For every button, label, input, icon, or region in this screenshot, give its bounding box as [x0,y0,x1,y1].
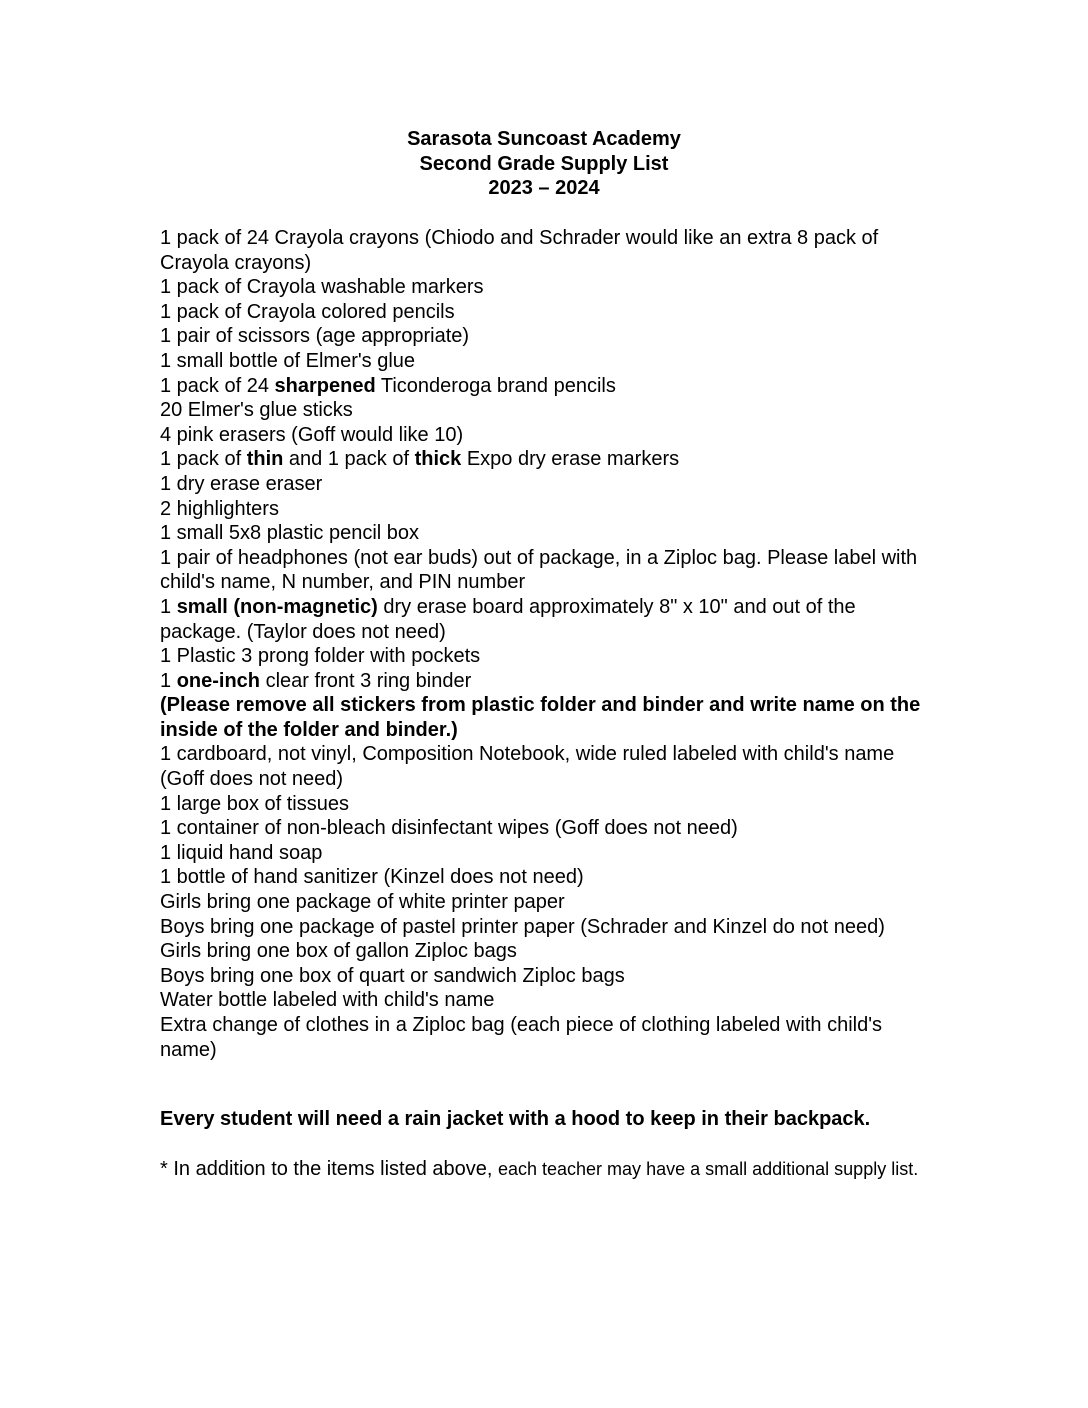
footnote-rest: each teacher may have a small additional supply list. [497,1159,919,1179]
item-emphasis: sharpened [274,374,376,397]
list-item: 1 small bottle of Elmer's glue [160,349,416,372]
list-item: 1 large box of tissues [160,792,349,815]
list-item: 1 pack of 24 Crayola crayons (Chiodo and Schrader would like an extra 8 pack of Crayola crayons) [160,227,879,274]
item-text: Expo dry erase markers [461,448,680,471]
sticker-instruction: (Please remove all stickers from plastic folder and binder and write name on the inside of the folder and binder.) [160,694,921,741]
item-emphasis: one-inch [176,669,261,692]
list-item: Extra change of clothes in a Ziploc bag (each piece of clothing labeled with child's name) [160,1014,883,1061]
footnote-lead: * In addition to the items listed above, [160,1158,498,1180]
list-item: 1 pair of scissors (age appropriate) [160,325,470,348]
list-item: 20 Elmer's glue sticks [160,399,353,422]
list-item: 1 small 5x8 plastic pencil box [160,522,420,545]
list-item: 1 pair of headphones (not ear buds) out of package, in a Ziploc bag. Please label with child's name, N number, and PIN number [160,546,918,594]
list-item: 1 cardboard, not vinyl, Composition Notebook, wide ruled labeled with child's name (Goff does not need) [160,743,895,791]
list-item: Girls bring one package of white printer paper [160,891,565,914]
list-item: Boys bring one box of quart or sandwich Ziploc bags [160,964,625,987]
list-item: 1 liquid hand soap [160,841,323,864]
list-item: 1 bottle of hand sanitizer (Kinzel does not need) [160,866,584,889]
item-text: clear front 3 ring binder [260,669,472,692]
item-emphasis: small (non-magnetic) [176,595,378,618]
list-item: 1 pack of Crayola washable markers [160,276,484,299]
list-item: 1 dry erase eraser [160,472,323,495]
item-text: 1 [160,669,177,692]
item-emphasis: thick [414,448,462,471]
document-header [0,127,1088,201]
list-item: Water bottle labeled with child's name [160,989,495,1012]
item-text: 1 pack of [160,448,247,471]
item-text: 1 [160,595,177,618]
list-item: 2 highlighters [160,497,279,520]
list-item [160,595,930,644]
list-item: 1 Plastic 3 prong folder with pockets [160,645,481,668]
list-item: Boys bring one package of pastel printer paper (Schrader and Kinzel do not need) [160,915,885,938]
list-item [160,447,930,472]
school-name: Sarasota Suncoast Academy [407,128,681,150]
list-item: 4 pink erasers (Goff would like 10) [160,423,464,446]
item-emphasis: thin [246,448,284,471]
list-item [160,669,930,694]
list-item: 1 pack of Crayola colored pencils [160,300,455,323]
list-item [160,374,930,399]
item-text: Ticonderoga brand pencils [375,374,616,397]
list-item: 1 container of non-bleach disinfectant wipes (Goff does not need) [160,817,738,840]
rain-jacket-notice: Every student will need a rain jacket with a hood to keep in their backpack. [160,1108,871,1130]
item-text: and 1 pack of [283,448,415,471]
list-item: Girls bring one box of gallon Ziploc bags [160,940,517,963]
footnote [160,1157,920,1182]
list-title: Second Grade Supply List [419,152,669,175]
item-text: 1 pack of 24 [160,374,275,397]
supply-list [160,226,930,1062]
item-text: dry erase board approximately 8" x 10" and out of the package. (Taylor does not need) [160,595,856,643]
school-year: 2023 – 2024 [488,177,600,199]
